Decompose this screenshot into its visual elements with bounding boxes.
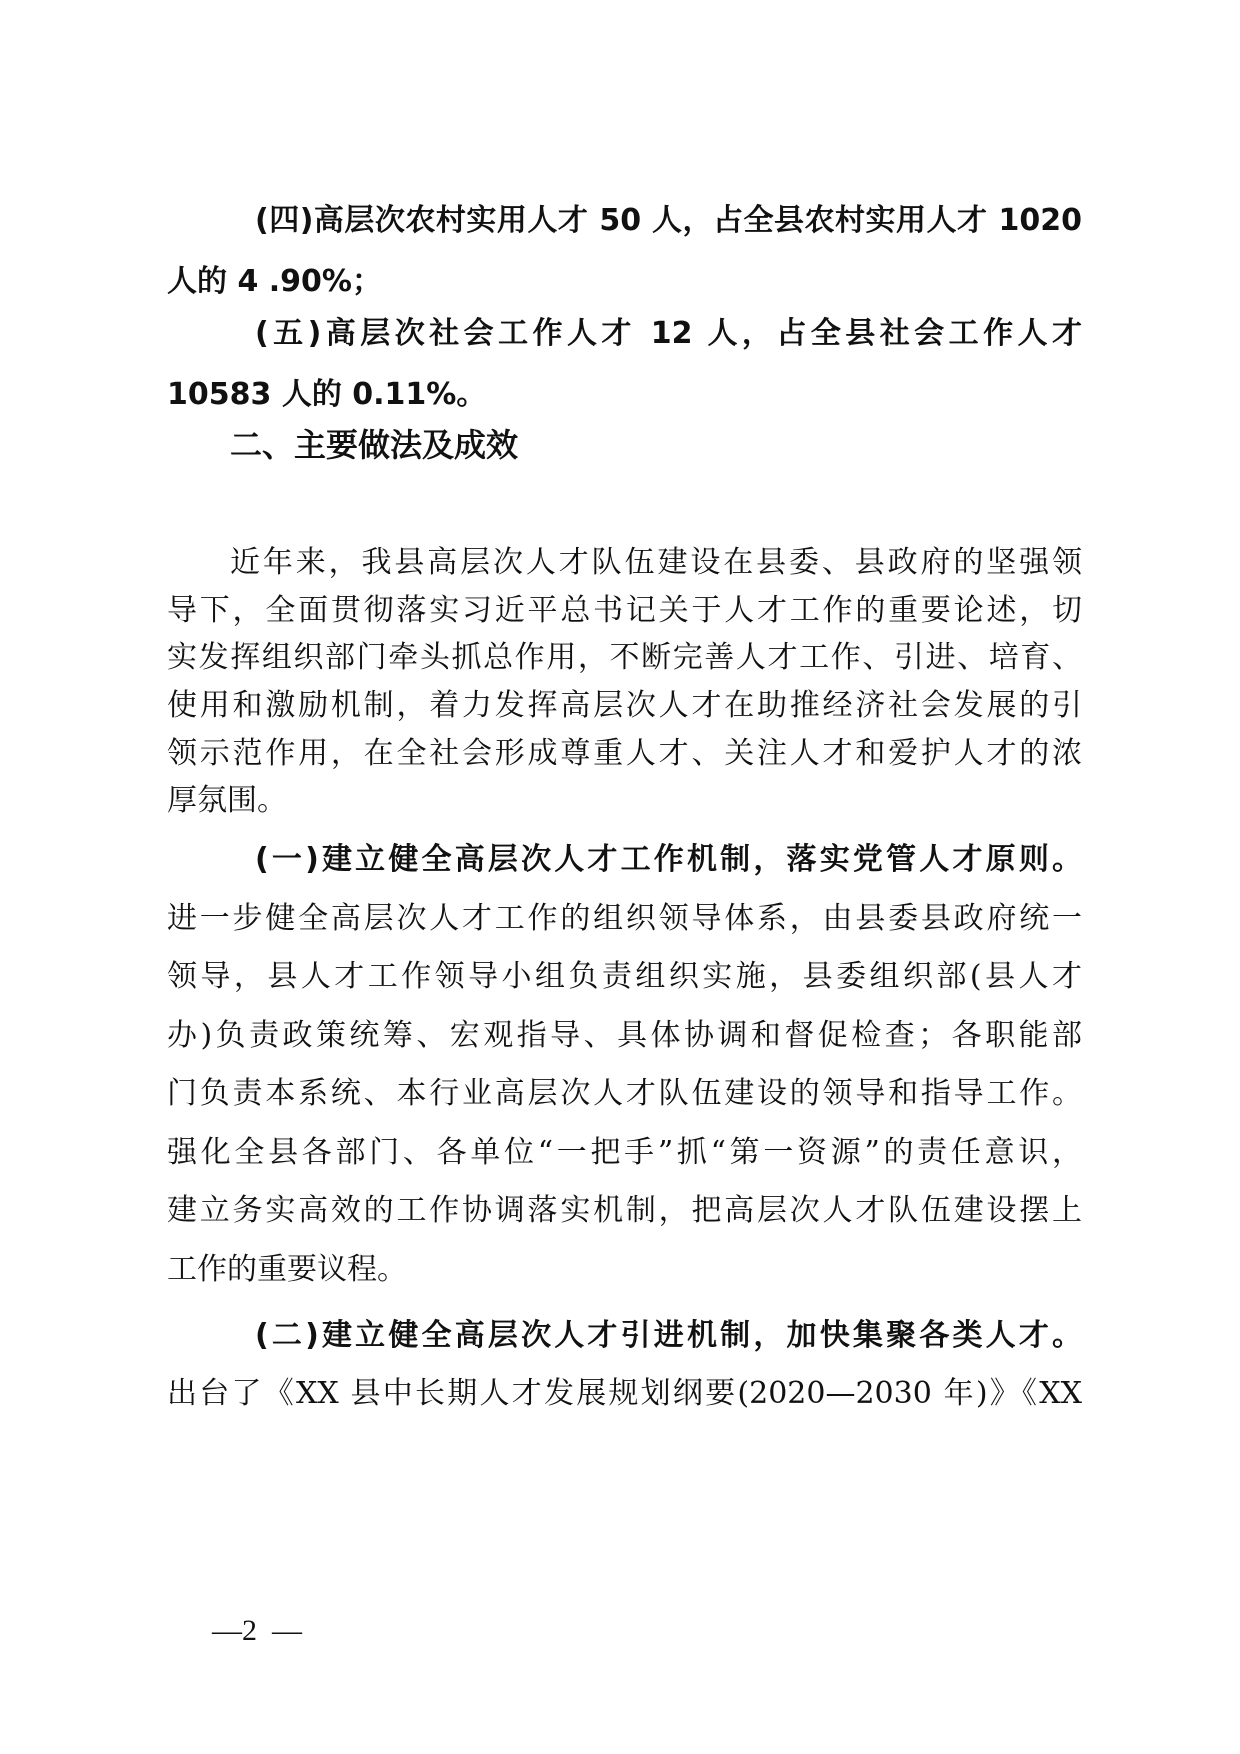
body-paragraph-1-line-5: 领示范作用，在全社会形成尊重人才、关注人才和爱护人才的浓 bbox=[167, 736, 1082, 771]
list-item-4-line-2: 人的 4 .90%； bbox=[167, 264, 382, 299]
subheading-2: (二)建立健全高层次人才引进机制，加快集聚各类人才。 bbox=[255, 1318, 1082, 1353]
body-paragraph-1-line-3: 实发挥组织部门牵头抓总作用，不断完善人才工作、引进、培育、 bbox=[167, 640, 1082, 675]
list-item-4-line-1: (四)高层次农村实用人才 50 人，占全县农村实用人才 1020 bbox=[255, 203, 1082, 238]
body-paragraph-2-line-3: 办)负责政策统筹、宏观指导、具体协调和督促检查；各职能部 bbox=[167, 1018, 1082, 1053]
list-item-5-line-1: (五)高层次社会工作人才 12 人，占全县社会工作人才 bbox=[255, 316, 1082, 351]
body-paragraph-2-line-6: 建立务实高效的工作协调落实机制，把高层次人才队伍建设摆上 bbox=[167, 1193, 1082, 1228]
body-paragraph-2-line-2: 领导，县人才工作领导小组负责组织实施，县委组织部(县人才 bbox=[167, 959, 1082, 994]
page-number: —2 — bbox=[212, 1614, 302, 1647]
body-paragraph-1-line-6: 厚氛围。 bbox=[167, 783, 287, 818]
body-paragraph-2-line-5: 强化全县各部门、各单位“一把手”抓“第一资源”的责任意识， bbox=[167, 1135, 1082, 1170]
body-paragraph-2-line-4: 门负责本系统、本行业高层次人才队伍建设的领导和指导工作。 bbox=[167, 1076, 1082, 1111]
subheading-1: (一)建立健全高层次人才工作机制，落实党管人才原则。 bbox=[255, 842, 1082, 877]
section-heading: 二、主要做法及成效 bbox=[230, 426, 519, 464]
body-paragraph-2-line-7: 工作的重要议程。 bbox=[167, 1252, 407, 1287]
body-paragraph-3-line-1: 出台了《XX 县中长期人才发展规划纲要(2020—2030 年)》《XX bbox=[167, 1376, 1082, 1411]
body-paragraph-1-line-2: 导下，全面贯彻落实习近平总书记关于人才工作的重要论述，切 bbox=[167, 593, 1082, 628]
body-paragraph-1-line-4: 使用和激励机制，着力发挥高层次人才在助推经济社会发展的引 bbox=[167, 688, 1082, 723]
list-item-5-line-2: 10583 人的 0.11%。 bbox=[167, 377, 487, 412]
body-paragraph-1-line-1: 近年来，我县高层次人才队伍建设在县委、县政府的坚强领 bbox=[230, 545, 1082, 580]
body-paragraph-2-line-1: 进一步健全高层次人才工作的组织领导体系，由县委县政府统一 bbox=[167, 901, 1082, 936]
